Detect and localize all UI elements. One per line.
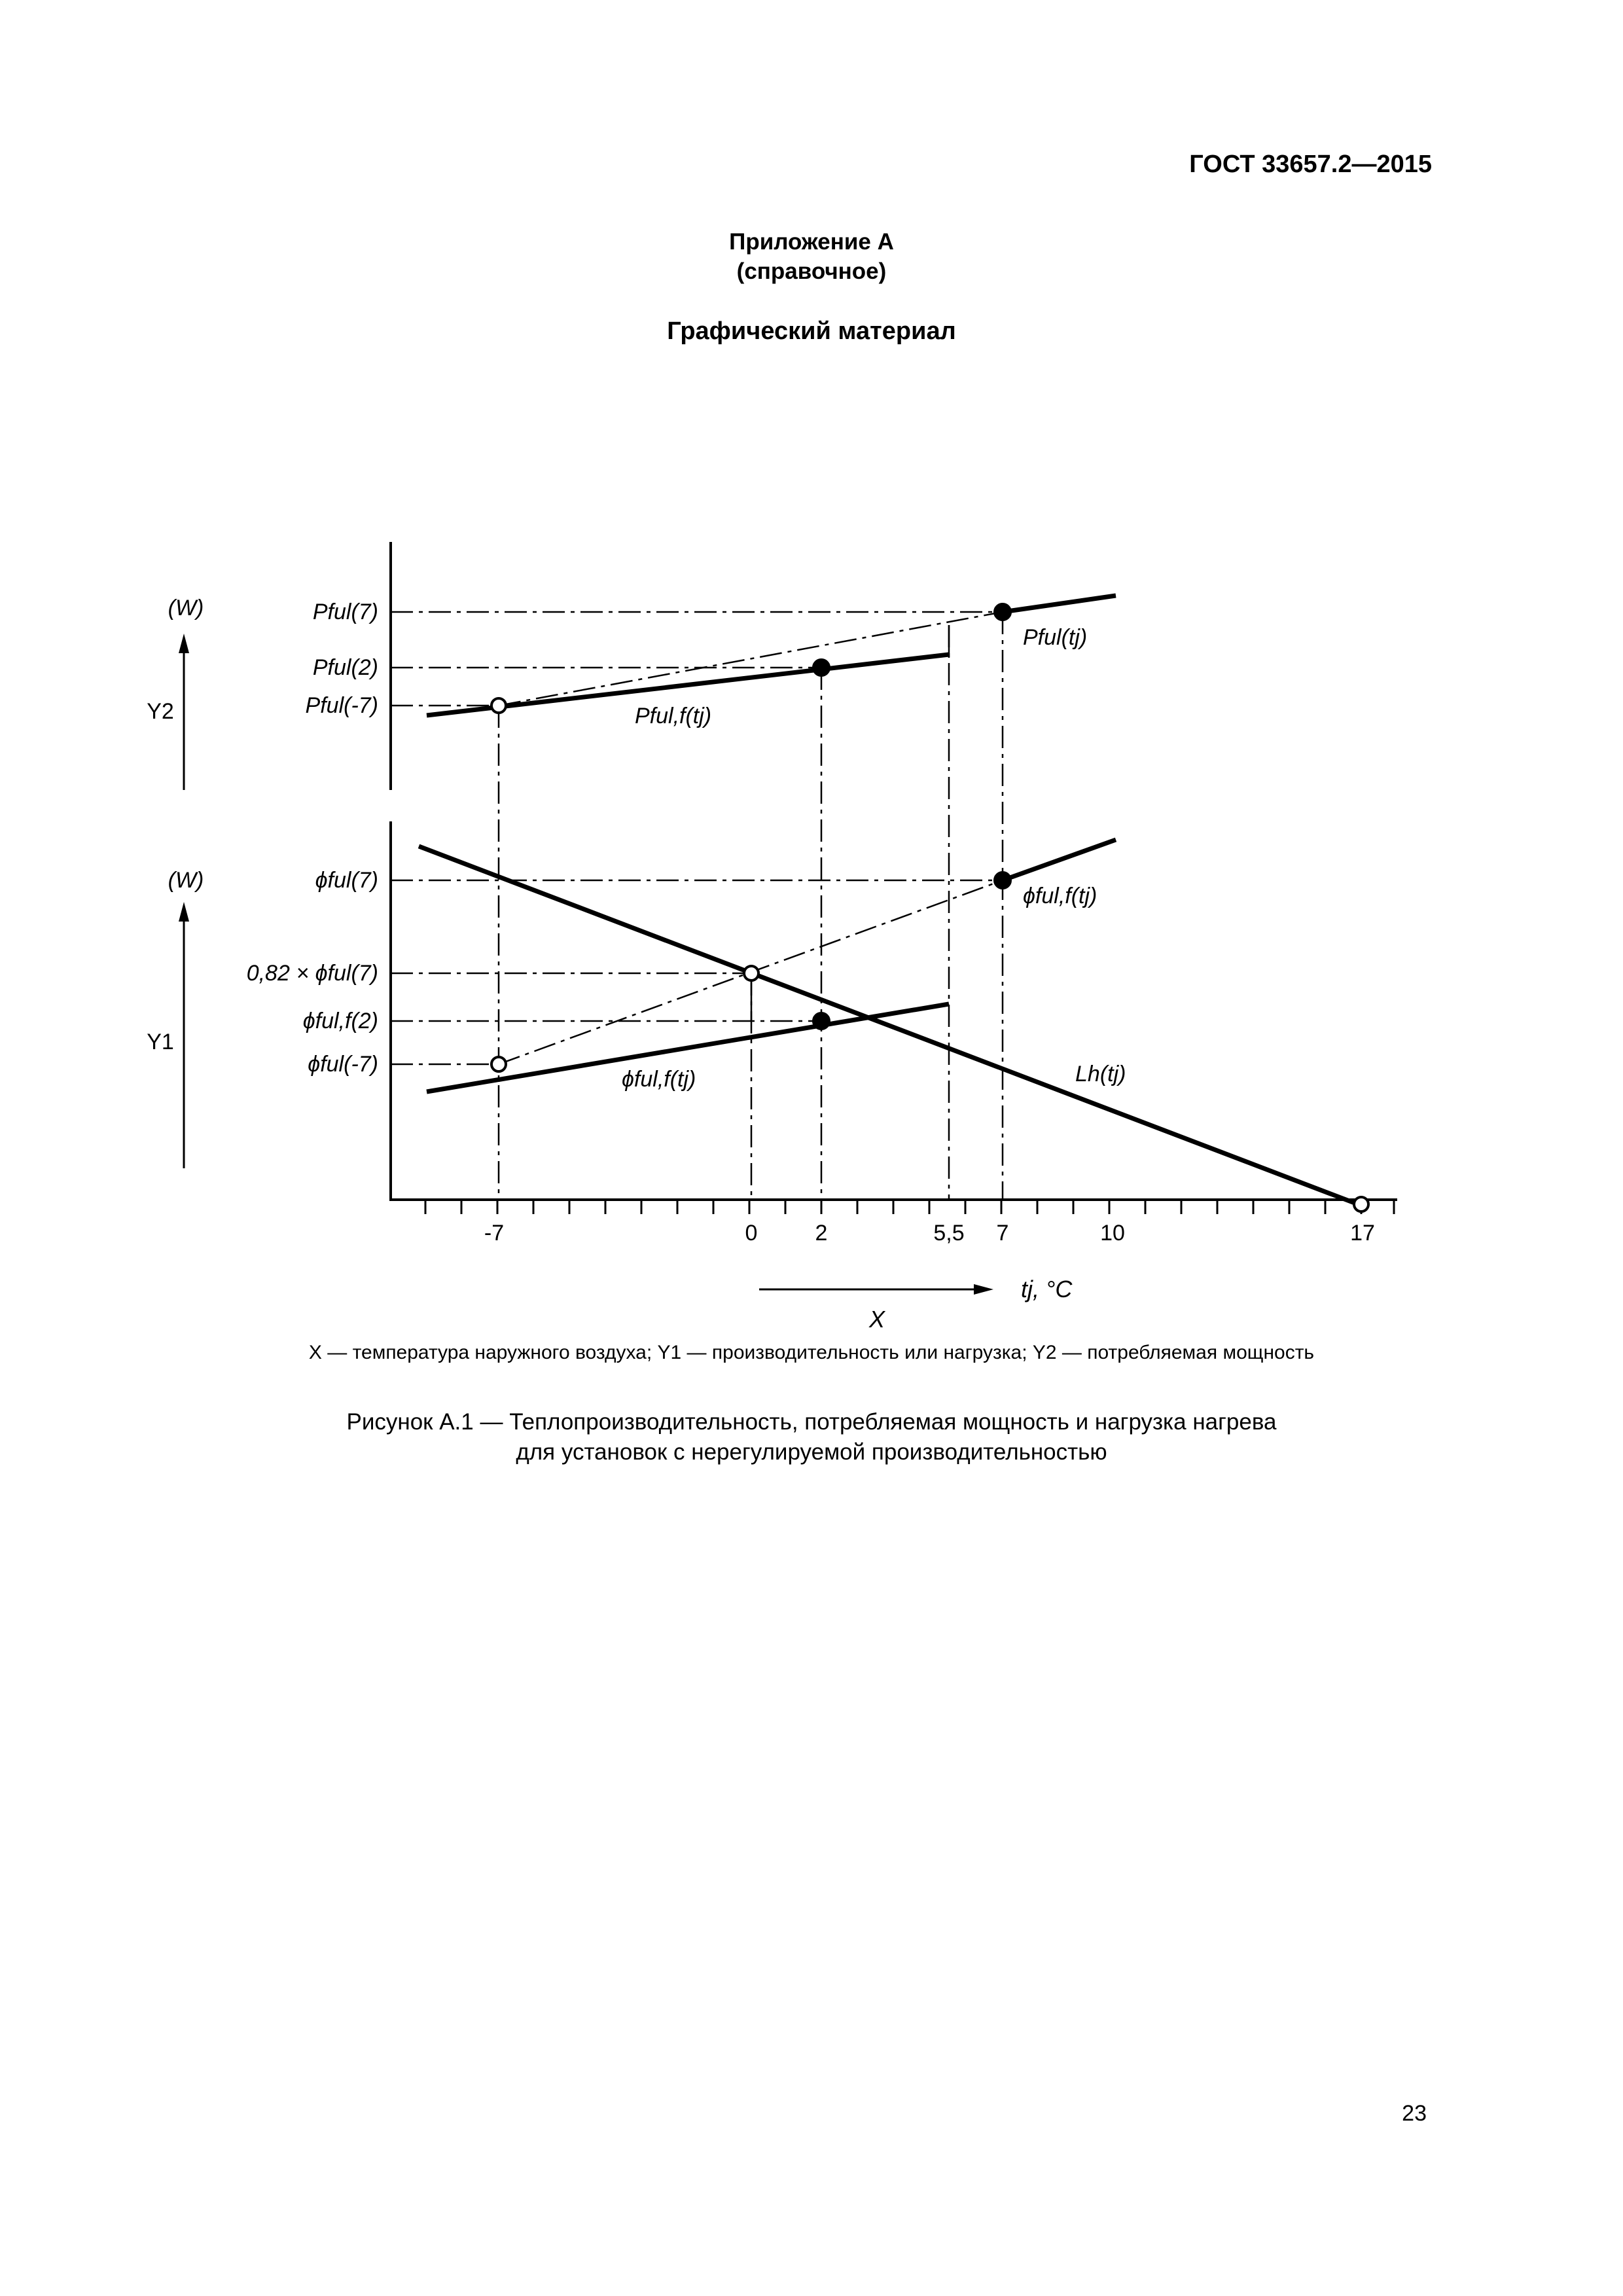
y1-unit-label: (W) (168, 868, 204, 893)
figure-caption-line2: для установок с нерегулируемой производительностью (516, 1439, 1107, 1465)
x-axis-tick-marks (425, 1200, 1394, 1214)
pful-curve (1003, 596, 1116, 612)
marker-pful-7 (995, 604, 1010, 620)
label-pful-f-curve: Pful,f(tj) (635, 704, 712, 728)
y1-tick-phif2: ϕful,f(2) (302, 1009, 378, 1033)
page-number: 23 (1402, 2101, 1427, 2126)
x-tick-minus7: -7 (484, 1221, 505, 1246)
x-tick-7: 7 (996, 1221, 1009, 1246)
marker-phi-7 (995, 872, 1010, 888)
x-label: X (868, 1306, 885, 1333)
label-phi-ful-upper: ϕful,f(tj) (1023, 884, 1097, 908)
x-tick-0: 0 (745, 1221, 758, 1246)
annex-subtitle: Графический материал (667, 317, 956, 345)
label-load-curve: Lh(tj) (1075, 1062, 1126, 1086)
y2-tick-pful7: Pful(7) (312, 600, 378, 624)
document-number: ГОСТ 33657.2—2015 (1189, 151, 1432, 178)
x-tick-17: 17 (1350, 1221, 1375, 1246)
x-arrow-head (974, 1284, 993, 1295)
annex-title: Приложение А (729, 229, 894, 255)
y2-tick-pful-minus7: Pful(-7) (305, 693, 378, 718)
y2-arrow-head (179, 634, 189, 653)
label-pful-curve: Pful(tj) (1023, 625, 1088, 650)
marker-load-17 (1354, 1197, 1368, 1211)
y2-tick-pful2: Pful(2) (312, 655, 378, 680)
y1-arrow-head (179, 902, 189, 922)
x-tick-5-5: 5,5 (933, 1221, 965, 1246)
y2-unit-label: (W) (168, 596, 204, 620)
phi-ful-curve (1003, 840, 1116, 880)
x-tick-10: 10 (1100, 1221, 1125, 1246)
x-axis-title: tj, °C (1021, 1276, 1073, 1302)
y1-tick-phi7: ϕful(7) (315, 868, 378, 893)
figure-legend: X — температура наружного воздуха; Y1 — производительность или нагрузка; Y2 — потребляемая мощность (308, 1342, 1315, 1363)
marker-phi-minus7 (491, 1057, 506, 1071)
figure-caption (0, 1407, 1623, 1467)
load-curve-lh (419, 846, 1363, 1206)
y2-axis-label: Y2 (147, 699, 174, 724)
marker-pful-minus7 (491, 698, 506, 713)
label-phi-ful-lower: ϕful,f(tj) (622, 1067, 696, 1092)
y1-axis-label: Y1 (147, 1030, 174, 1054)
marker-pful-2 (813, 660, 829, 675)
y1-tick-phi-minus7: ϕful(-7) (308, 1052, 378, 1077)
marker-phi-0 (744, 966, 758, 980)
marker-phi-f-2 (813, 1013, 829, 1029)
figure-caption-line1: Рисунок А.1 — Теплопроизводительность, потребляемая мощность и нагрузка нагрева (346, 1409, 1277, 1435)
annex-status: (справочное) (736, 259, 887, 284)
x-tick-2: 2 (815, 1221, 828, 1246)
y1-tick-phi082: 0,82 × ϕful(7) (246, 961, 378, 986)
